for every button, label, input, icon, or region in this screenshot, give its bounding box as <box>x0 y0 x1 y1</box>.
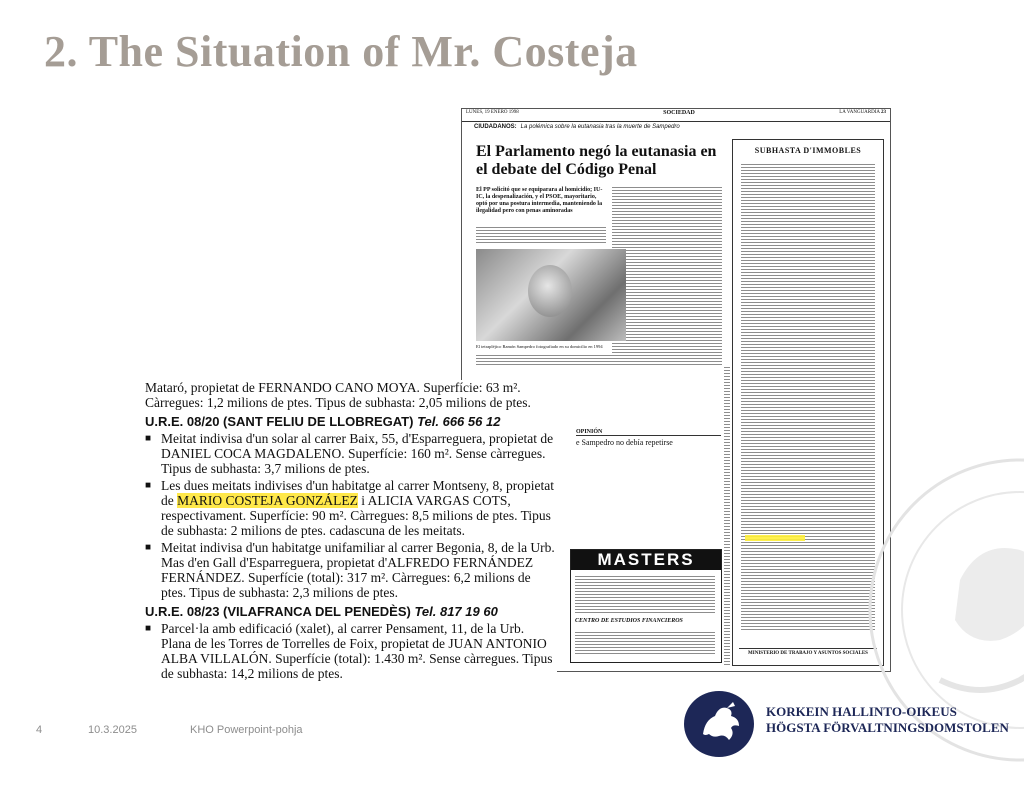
opinion-section <box>576 429 721 447</box>
newspaper-column <box>476 225 606 245</box>
newspaper-column <box>724 365 730 665</box>
newspaper-caption: El tetrapléjico Ramón Sampedro fotografiado en su domicilio en 1994 <box>476 344 603 349</box>
newspaper-header <box>462 109 890 122</box>
ad-text-lines <box>575 574 715 614</box>
costeja-highlight-mark <box>745 535 805 541</box>
masters-advertisement <box>570 549 722 663</box>
opinion-title: e Sampedro no debía repetirse <box>576 438 673 447</box>
opinion-label: OPINIÓN <box>576 429 721 436</box>
newspaper-section: SOCIEDAD <box>663 110 695 116</box>
masters-ad-institution: CENTRO DE ESTUDIOS FINANCIEROS <box>575 618 683 624</box>
court-name <box>766 704 1009 736</box>
listing-item: ■ Meitat indivisa d'un solar al carrer Baix, 55, d'Esparreguera, propietat de DANIEL COCA MAGDALENO. Superfície: 160 m². Sense càrregues. Tipus de subhasta: 3,7 milions de ptes. <box>145 431 557 476</box>
template-name: KHO Powerpoint-pohja <box>190 724 303 736</box>
court-seal-watermark <box>850 430 1024 790</box>
newspaper-photo <box>476 249 626 341</box>
listing-item: ■ Meitat indivisa d'un habitatge unifamiliar al carrer Begonia, 8, de la Urb. Mas d'en Gall d'Esparreguera, propietat d'ALFREDO FERNÁNDEZ FERNÁNDEZ. Superfície (total): 317 m². Càrregues: 6,2 milions de ptes. Tipus de subhasta: 2,3 milions de ptes. <box>145 540 557 600</box>
auction-listing-excerpt <box>145 380 557 698</box>
ure-header: U.R.E. 08/20 (SANT FELIU DE LLOBREGAT) Tel. 666 56 12 <box>145 414 501 429</box>
ure-header: U.R.E. 08/23 (VILAFRANCA DEL PENEDÈS) Tel. 817 19 60 <box>145 604 498 619</box>
ad-text-lines <box>575 630 715 656</box>
listing-item-costeja: ■ Les dues meitats indivises d'un habitatge al carrer Montseny, 8, propietat de MARIO COSTEJA GONZÁLEZ i ALICIA VARGAS COTS, respectivament. Superfície: 90 m². Càrregues: 8,5 milions de ptes. Tipus de subhasta: 2 milions de ptes. cadascuna de les meitats. <box>145 478 557 538</box>
slide-number: 4 <box>36 724 43 736</box>
lion-coat-of-arms-icon <box>683 690 755 758</box>
newspaper-kicker: CIUDADANOS: La polémica sobre la eutanasia tras la muerte de Sampedro <box>474 124 680 130</box>
court-name-swedish: HÖGSTA FÖRVALTNINGSDOMSTOLEN <box>766 720 1009 735</box>
newspaper-name: LA VANGUARDIA 23 <box>839 110 886 115</box>
listing-intro: Mataró, propietat de FERNANDO CANO MOYA. Superfície: 63 m². Càrregues: 1,2 milions de ptes. Tipus de subhasta: 2,05 milions de ptes. <box>145 380 531 410</box>
slide-date: 10.3.2025 <box>88 724 137 736</box>
subhasta-title: SUBHASTA D'IMMOBLES <box>754 146 862 155</box>
slide-title: 2. The Situation of Mr. Costeja <box>44 27 638 76</box>
newspaper-column <box>612 185 722 360</box>
court-name-finnish: KORKEIN HALLINTO-OIKEUS <box>766 704 957 719</box>
newspaper-subhead: El PP solicitó que se equiparara al homicidio; IU-IC, la despenalización, y el PSOE, mayoritario, optó por una postura intermedia, manteniendo la ilegalidad pero con penas aminoradas <box>476 187 603 214</box>
listing-item: ■ Parcel·la amb edificació (xalet), al carrer Pensament, 11, de la Urb. Plana de les Torres de Torrelles de Foix, propietat de JUAN ANTONIO ALBA VILLALÓN. Superfície (total): 1.430 m². Sense càrregues. Tipus de subhasta: 14,2 milions de ptes. <box>145 621 557 681</box>
subhasta-footer: MINISTERIO DE TRABAJO Y ASUNTOS SOCIALES <box>739 648 877 657</box>
costeja-name-highlight: MARIO COSTEJA GONZÁLEZ <box>177 493 358 508</box>
newspaper-headline: El Parlamento negó la eutanasia en el debate del Código Penal <box>476 143 717 178</box>
newspaper-dateline: LUNES, 19 ENERO 1998 <box>466 110 519 115</box>
masters-ad-title: MASTERS <box>571 550 721 570</box>
